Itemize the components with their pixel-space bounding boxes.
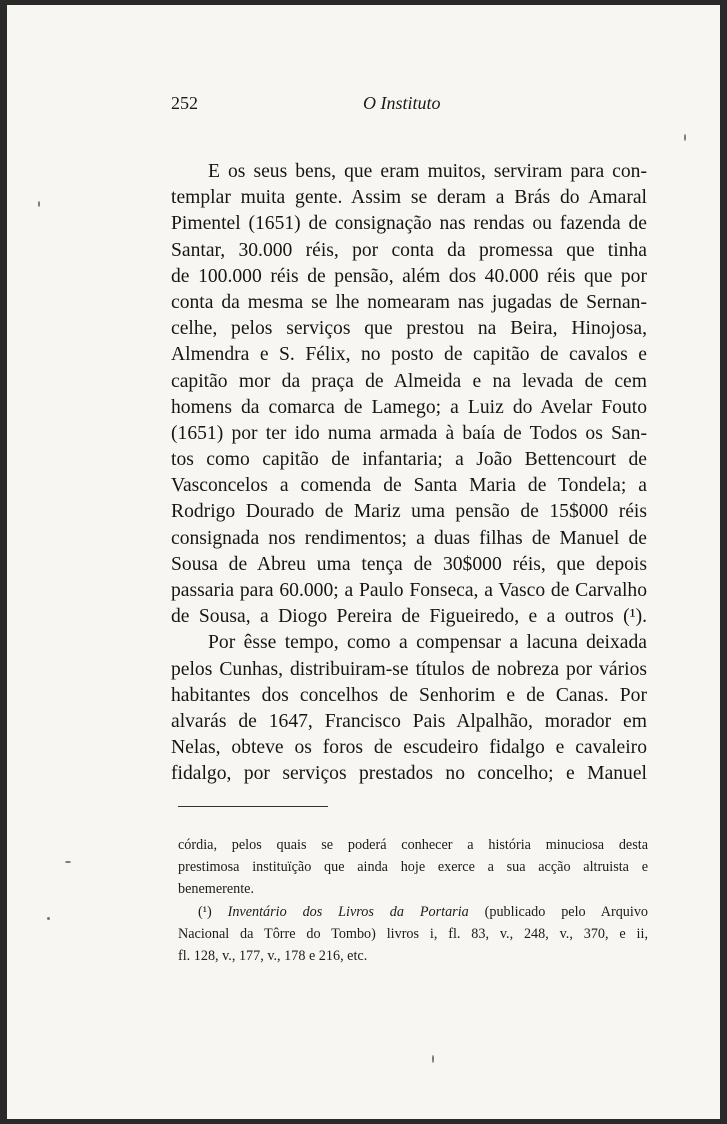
text-line: habitantes dos concelhos de Senhorim e de Canas. Por	[171, 684, 647, 706]
text-line: Nelas, obteve os foros de escudeiro fidalgo e cavaleiro	[171, 737, 647, 759]
text-line: E os seus bens, que eram muitos, serviram para con-	[208, 161, 647, 182]
running-title: O Instituto	[363, 93, 441, 113]
footnote-line: Nacional da Tôrre do Tombo) livros i, fl. 83, v., 248, v., 370, e ii,	[178, 925, 648, 942]
footnotes	[178, 834, 648, 967]
scan-speck	[47, 917, 50, 920]
footnote-divider	[178, 806, 328, 807]
scan-speck	[65, 861, 71, 863]
text-line: consignada nos rendimentos; a duas filhas de Manuel de	[171, 527, 647, 549]
footnote-line: benemerente.	[178, 881, 255, 898]
text-line: passaria para 60.000; a Paulo Fonseca, a Vasco de Carvalho	[171, 580, 647, 601]
text-line: alvarás de 1647, Francisco Pais Alpalhão, morador em	[171, 710, 647, 732]
text-line: tos como capitão de infantaria; a João Bettencourt de	[171, 449, 647, 471]
scan-speck	[38, 201, 40, 207]
page-number: 252	[171, 93, 198, 113]
text-line: Pimentel (1651) de consignação nas rendas ou fazenda de	[171, 213, 647, 235]
footnote-source-title: Inventário dos Livros da Portaria	[227, 903, 469, 920]
scan-speck	[432, 1055, 434, 1063]
footnote-marker: (¹)	[198, 903, 212, 920]
page-header	[7, 93, 720, 119]
text-line: Por êsse tempo, como a compensar a lacuna deixada	[208, 632, 647, 654]
text-line: homens da comarca de Lamego; a Luiz do Avelar Fouto	[171, 396, 647, 418]
text-line: Vasconcelos a comenda de Santa Maria de Tondela; a	[171, 475, 647, 497]
text-line: Rodrigo Dourado de Mariz uma pensão de 15$000 réis	[171, 501, 647, 523]
footnote-line: prestimosa instituïção que ainda hoje exerce a sua acção altruista e	[178, 859, 648, 876]
text-line: celhe, pelos serviços que prestou na Beira, Hinojosa,	[171, 318, 647, 340]
scan-speck	[684, 134, 686, 141]
text-line: capitão mor da praça de Almeida e na levada de cem	[171, 370, 647, 392]
text-line: Almendra e S. Félix, no posto de capitão de cavalos e	[171, 344, 647, 366]
text-line: conta da mesma se lhe nomearam nas jugadas de Sernan-	[171, 291, 647, 313]
text-line: de 100.000 réis de pensão, além dos 40.000 réis que por	[171, 265, 647, 287]
body-text	[171, 159, 647, 788]
text-line: de Sousa, a Diogo Pereira de Figueiredo, e a outros (¹).	[171, 606, 647, 628]
footnote-line: córdia, pelos quais se poderá conhecer a história minuciosa desta	[178, 837, 648, 853]
footnote-1-line	[178, 901, 648, 923]
text-line: fidalgo, por serviços prestados no concelho; e Manuel	[171, 763, 647, 785]
text-line: Sousa de Abreu uma tença de 30$000 réis, que depois	[171, 553, 647, 575]
text-line: pelos Cunhas, distribuiram-se títulos de nobreza por vários	[171, 658, 647, 680]
text-line: (1651) por ter ido numa armada à baía de Todos os San-	[171, 422, 647, 444]
document-page	[7, 5, 720, 1119]
footnote-line: fl. 128, v., 177, v., 178 e 216, etc.	[178, 947, 368, 964]
text-line: Santar, 30.000 réis, por conta da promessa que tinha	[171, 239, 647, 261]
text-line: templar muita gente. Assim se deram a Brás do Amaral	[171, 187, 647, 209]
footnote-1-rest: (publicado pelo Arquivo	[484, 903, 649, 920]
